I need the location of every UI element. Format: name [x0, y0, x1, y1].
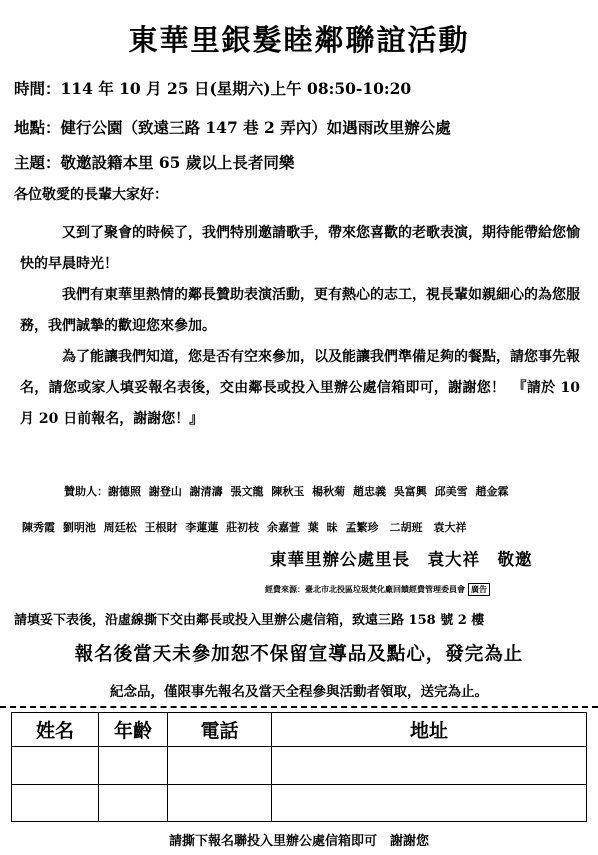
page-title: 東華里銀髮睦鄰聯誼活動 [128, 23, 470, 57]
paragraph-invitation: 又到了聚會的時候了，我們特別邀請歌手，帶來您喜歡的老歌表演，期待能帶給您愉快的早晨時光！ [20, 225, 580, 272]
age-field[interactable] [99, 747, 168, 785]
event-time: 時間：114 年 10 月 25 日(星期六)上午 08:50-10:20 [14, 79, 412, 98]
signature: 東華里辦公處里長 袁大祥 敬邀 [270, 550, 533, 569]
name-field[interactable] [12, 784, 99, 822]
age-field[interactable] [99, 784, 168, 822]
letter-body [20, 218, 580, 435]
souvenir-note: 紀念品，僅限事先報名及當天全程參與活動者領取，送完為止。 [110, 684, 488, 700]
phone-field[interactable] [168, 747, 272, 785]
header-age: 年齡 [99, 713, 168, 747]
ad-badge: 廣告 [468, 583, 490, 596]
header-name: 姓名 [12, 713, 99, 747]
address-field[interactable] [272, 784, 587, 822]
form-row [12, 784, 587, 822]
header-address: 地址 [272, 713, 587, 747]
event-place: 地點：健行公園（致遠三路 147 巷 2 弄內）如遇雨改里辦公處 [14, 118, 451, 137]
sponsor-line: 贊助人：謝德照 謝登山 謝清濤 張文龍 陳秋玉 楊秋菊 趙忠義 吳富興 邱美雪 趙金霖 [64, 485, 509, 498]
sponsor-list [22, 474, 588, 546]
footer-note: 請撕下報名聯投入里辦公處信箱即可 謝謝您 [168, 834, 429, 849]
phone-field[interactable] [168, 784, 272, 822]
cut-line [0, 706, 598, 708]
paragraph-volunteers: 我們有東華里熱情的鄰長贊助表演活動，更有熱心的志工，視長輩如親細心的為您服務，我們誠摯的歡迎您來參加。 [20, 287, 580, 334]
funding-source [265, 583, 490, 596]
form-row [12, 747, 587, 785]
form-instruction: 請填妥下表後，沿虛線撕下交由鄰長或投入里辦公處信箱，致遠三路 158 號 2 樓 [14, 613, 485, 628]
attendance-notice: 報名後當天未參加恕不保留宣導品及點心，發完為止 [74, 644, 524, 665]
address-field[interactable] [272, 747, 587, 785]
name-field[interactable] [12, 747, 99, 785]
funding-text: 經費來源：臺北市北投區垃圾焚化廠回饋經費管理委員會 [265, 584, 465, 594]
event-theme: 主題：敬邀設籍本里 65 歲以上長者同樂 [14, 153, 295, 172]
greeting: 各位敬愛的長輩大家好： [14, 187, 168, 203]
sponsor-line: 陳秀霞 劉明池 周廷松 王根財 李蓮蓮 莊初枝 余嘉萱 葉 昧 孟繁珍 二胡班 袁大祥 [22, 521, 467, 534]
header-phone: 電話 [168, 713, 272, 747]
registration-form [11, 712, 587, 822]
paragraph-registration: 為了能讓我們知道，您是否有空來參加，以及能讓我們準備足夠的餐點，請您事先報名，請您或家人填妥報名表後，交由鄰長或投入里辦公處信箱即可，謝謝您！ 『請於 10 月 20 日前報名，謝謝您！』 [20, 349, 580, 427]
